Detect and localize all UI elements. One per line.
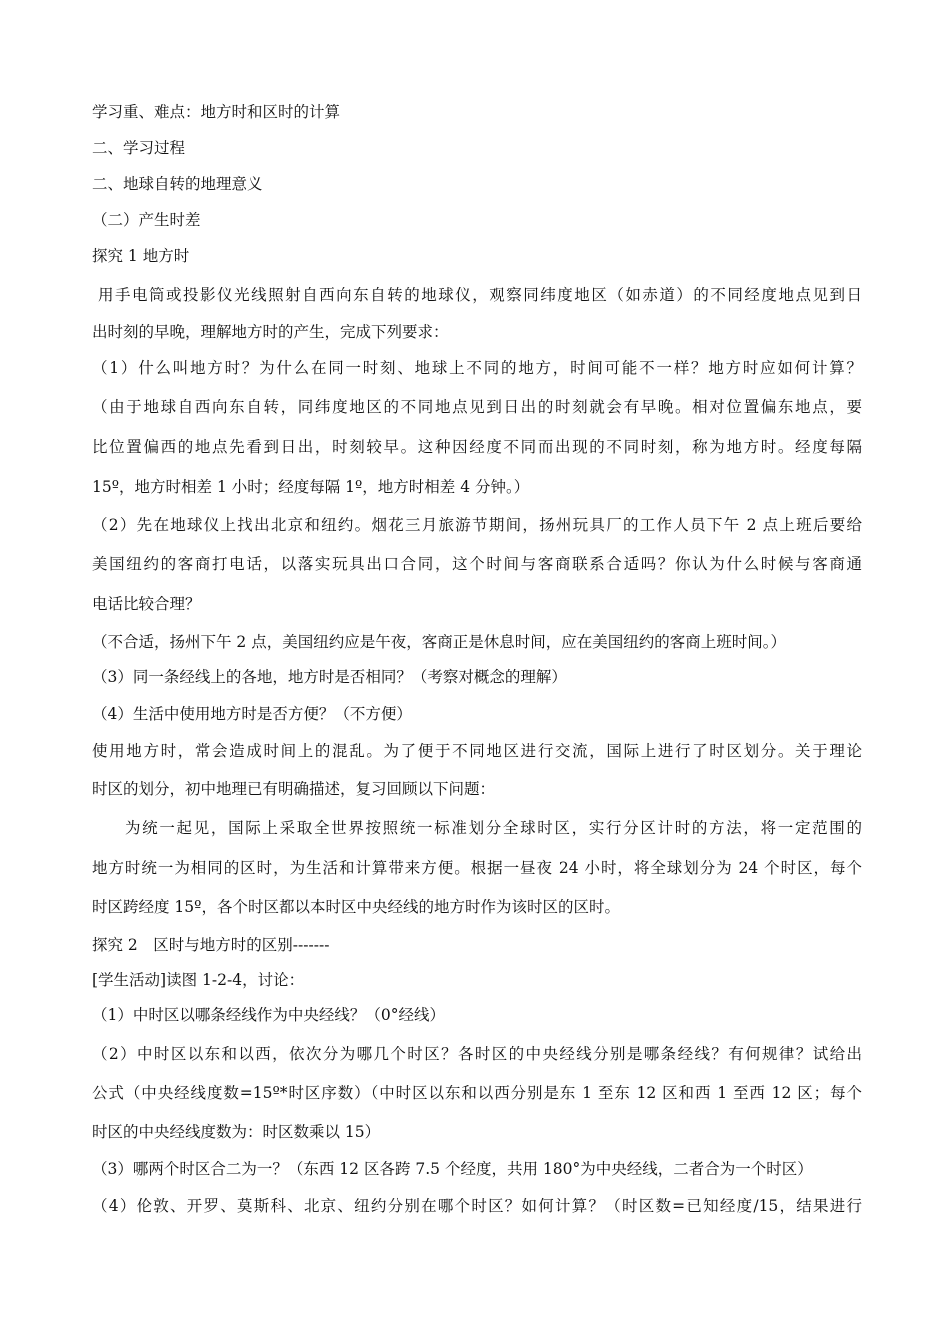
section-heading-rotation-significance: 二、地球自转的地理意义: [92, 175, 263, 193]
question-line: 公式（中央经线度数=15º*时区序数）（中时区以东和以西分别是东 1 至东 12 区和西 1 至西 12 区；每个: [92, 1084, 862, 1102]
question-3: （3）同一条经线上的各地，地方时是否相同？（考察对概念的理解）: [92, 668, 567, 686]
paragraph-line: 使用地方时，常会造成时间上的混乱。为了便于不同地区进行交流，国际上进行了时区划分。关于理论: [92, 742, 862, 760]
question-4: （4）生活中使用地方时是否方便？（不方便）: [92, 705, 412, 723]
inquiry-2-heading: 探究 2 区时与地方时的区别-------: [92, 936, 330, 954]
paragraph-line: 为统一起见，国际上采取全世界按照统一标准划分全球时区，实行分区计时的方法，将一定范围的: [125, 819, 862, 837]
question-1: （1）什么叫地方时？为什么在同一时刻、地球上不同的地方，时间可能不一样？地方时应如何计算？: [92, 359, 862, 377]
question-2: （2）中时区以东和以西，依次分为哪几个时区？各时区的中央经线分别是哪条经线？有何规律？试给出: [92, 1045, 862, 1063]
paragraph-line: 出时刻的早晚，理解地方时的产生，完成下列要求：: [92, 323, 449, 341]
section-heading-learning-process: 二、学习过程: [92, 139, 186, 157]
paragraph-line: 时区的划分，初中地理已有明确描述，复习回顾以下问题：: [92, 780, 496, 798]
answer-line: （不合适，扬州下午 2 点，美国纽约应是午夜，客商正是休息时间，应在美国纽约的客商上班时间。）: [92, 633, 786, 651]
inquiry-1-heading: 探究 1 地方时: [92, 247, 190, 265]
question-3: （3）哪两个时区合二为一？（东西 12 区各跨 7.5 个经度，共用 180°为中央经线，二者合为一个时区）: [92, 1160, 813, 1178]
answer-line: 比位置偏西的地点先看到日出，时刻较早。这种因经度不同而出现的不同时刻，称为地方时。经度每隔: [92, 438, 862, 456]
answer-line: （由于地球自西向东自转，同纬度地区的不同地点见到日出的时刻就会有早晚。相对位置偏东地点，要: [92, 398, 862, 416]
answer-line: 15º，地方时相差 1 小时；经度每隔 1º，地方时相差 4 分钟。）: [92, 478, 530, 496]
question-1: （1）中时区以哪条经线作为中央经线？（0°经线）: [92, 1006, 445, 1024]
question-line: 时区的中央经线度数为：时区数乘以 15）: [92, 1123, 381, 1141]
paragraph-line: 地方时统一为相同的区时，为生活和计算带来方便。根据一昼夜 24 小时，将全球划分为 24 个时区，每个: [92, 859, 862, 877]
student-activity-line: [学生活动]读图 1-2-4，讨论：: [92, 971, 305, 989]
question-line: 电话比较合理？: [92, 595, 201, 613]
question-2: （2）先在地球仪上找出北京和纽约。烟花三月旅游节期间，扬州玩具厂的工作人员下午 2 点上班后要给: [92, 516, 862, 534]
paragraph-line: 时区跨经度 15º，各个时区都以本时区中央经线的地方时作为该时区的区时。: [92, 898, 620, 916]
question-line: 美国纽约的客商打电话，以落实玩具出口合同，这个时间与客商联系合适吗？你认为什么时候与客商通: [92, 555, 862, 573]
subsection-heading-time-difference: （二）产生时差: [92, 211, 201, 229]
paragraph-line: 用手电筒或投影仪光线照射自西向东自转的地球仪，观察同纬度地区（如赤道）的不同经度地点见到日: [98, 286, 862, 304]
key-points-heading: 学习重、难点：地方时和区时的计算: [92, 103, 341, 121]
question-4: （4）伦敦、开罗、莫斯科、北京、纽约分别在哪个时区？如何计算？（时区数=已知经度/15，结果进行: [92, 1197, 862, 1215]
